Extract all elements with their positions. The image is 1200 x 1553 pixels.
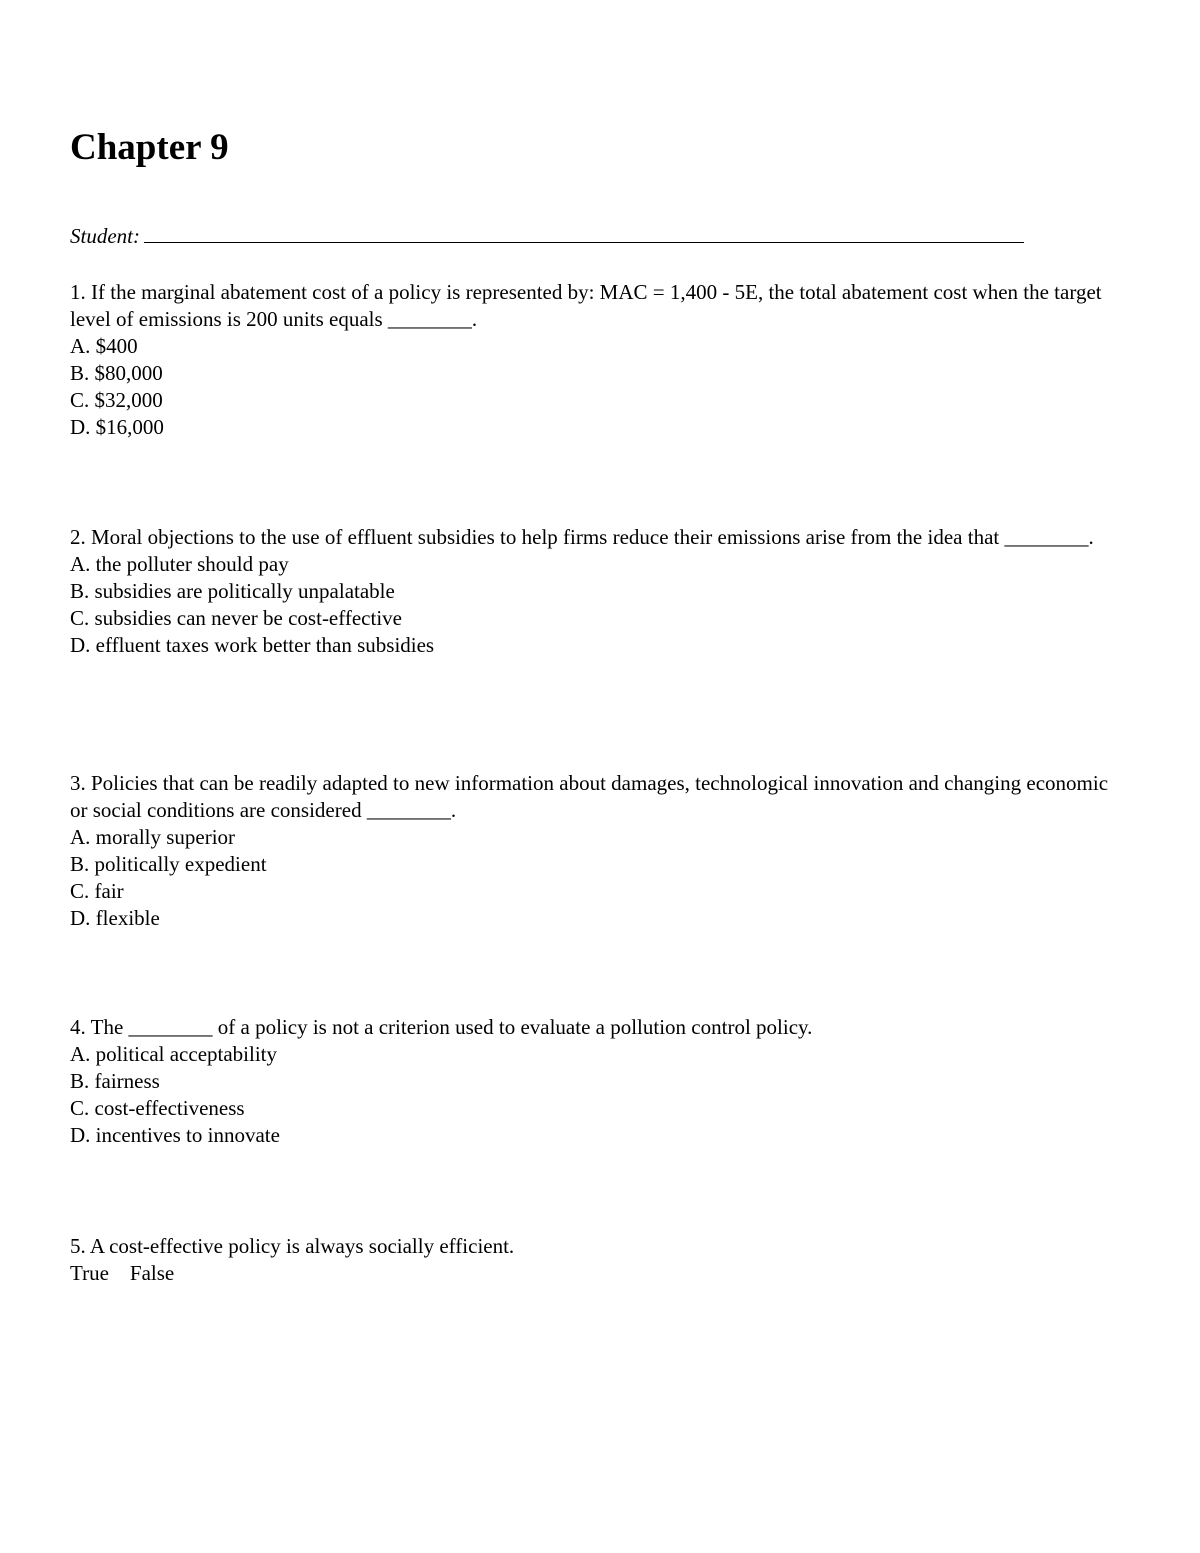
question-2-option-a: A. the polluter should pay: [70, 552, 289, 576]
question-1-text: 1. If the marginal abatement cost of a policy is represented by: MAC = 1,400 - 5E, the total abatement cost when the target level of emissions is 200 units equals ________.: [70, 280, 1102, 331]
question-3-option-a: A. morally superior: [70, 825, 236, 849]
student-name-line: [144, 222, 1024, 243]
question-5: [70, 1233, 1130, 1287]
question-5-true-option: True: [70, 1261, 109, 1285]
student-name-row: [70, 222, 1024, 250]
question-3-text: 3. Policies that can be readily adapted to new information about damages, technological innovation and changing economic or social conditions are considered ________.: [70, 771, 1109, 822]
question-2-option-b: B. subsidies are politically unpalatable: [70, 579, 395, 603]
question-5-false-option: False: [129, 1261, 175, 1285]
question-4: [70, 1014, 1130, 1149]
question-1-option-c: C. $32,000: [70, 388, 163, 412]
student-label: Student:: [70, 224, 140, 248]
question-1-option-d: D. $16,000: [70, 415, 164, 439]
question-1-option-a: A. $400: [70, 334, 138, 358]
question-3: [70, 770, 1130, 932]
question-1: [70, 279, 1130, 441]
question-2-option-d: D. effluent taxes work better than subsidies: [70, 633, 435, 657]
question-4-option-b: B. fairness: [70, 1069, 160, 1093]
question-3-option-c: C. fair: [70, 879, 124, 903]
question-5-text: 5. A cost-effective policy is always socially efficient.: [70, 1234, 515, 1258]
page-title: Chapter 9: [70, 127, 229, 168]
question-2: [70, 524, 1130, 659]
question-4-option-d: D. incentives to innovate: [70, 1123, 280, 1147]
question-4-text: 4. The ________ of a policy is not a criterion used to evaluate a pollution control policy.: [70, 1015, 813, 1039]
question-4-option-a: A. political acceptability: [70, 1042, 278, 1066]
question-2-option-c: C. subsidies can never be cost-effective: [70, 606, 402, 630]
question-2-text: 2. Moral objections to the use of effluent subsidies to help firms reduce their emissions arise from the idea that ________.: [70, 525, 1094, 549]
question-5-true-false: [70, 1260, 1130, 1287]
question-3-option-b: B. politically expedient: [70, 852, 267, 876]
question-1-option-b: B. $80,000: [70, 361, 163, 385]
question-3-option-d: D. flexible: [70, 906, 160, 930]
question-4-option-c: C. cost-effectiveness: [70, 1096, 245, 1120]
